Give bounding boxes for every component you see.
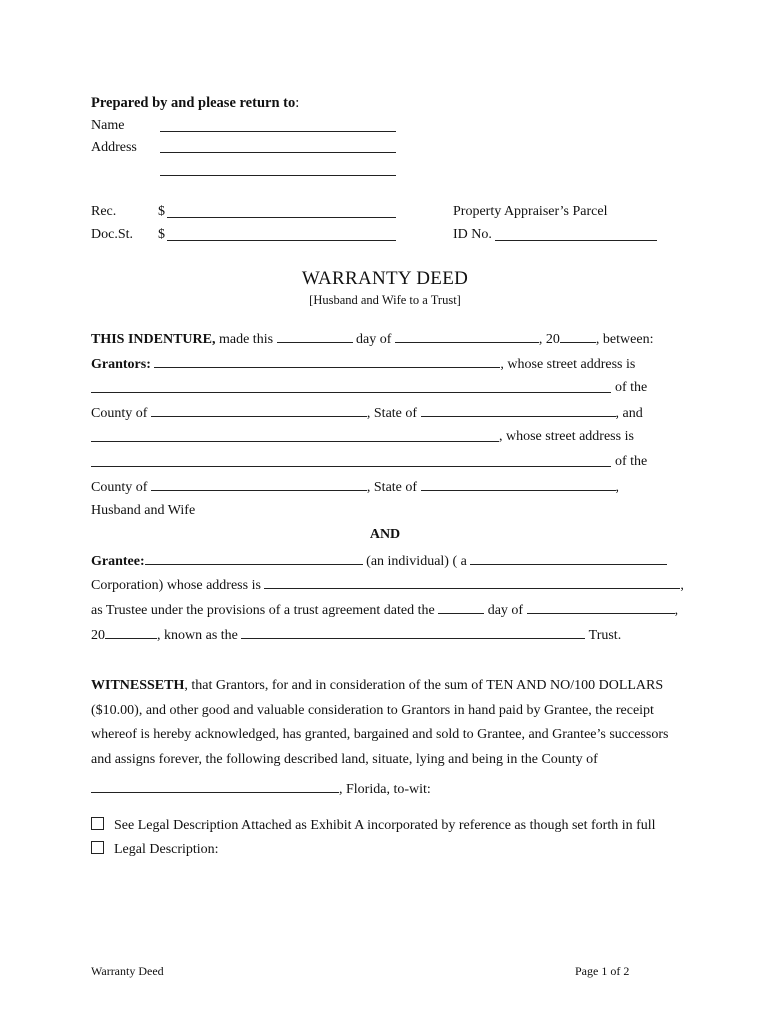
- document-title: WARRANTY DEED: [301, 268, 469, 289]
- parcel-label: Property Appraiser’s Parcel: [453, 204, 608, 219]
- indenture-month-field[interactable]: [395, 330, 539, 343]
- whose-street-text: , whose street address is: [500, 357, 636, 372]
- exhibit-checkbox[interactable]: [91, 817, 104, 830]
- indenture-line: [91, 330, 653, 348]
- witnesseth-line-1: [91, 678, 663, 694]
- comma-text-2: ,: [680, 578, 684, 593]
- made-this-text: made this: [218, 332, 274, 347]
- county-field[interactable]: [91, 780, 339, 793]
- parcel-id-label: ID No.: [453, 227, 492, 242]
- witnesseth-line-4: and assigns forever, the following described land, situate, lying and being in the County of: [91, 752, 598, 767]
- state-of-label: , State of: [366, 406, 418, 421]
- state-of-label-2: , State of: [366, 480, 418, 495]
- trust-name-field[interactable]: [241, 626, 585, 639]
- day-of-text-2: day of: [487, 603, 524, 618]
- rec-amount-field[interactable]: [167, 217, 396, 218]
- grantee-name-field[interactable]: [145, 552, 363, 565]
- prepared-by-colon: :: [295, 95, 300, 111]
- trust-year-field[interactable]: [105, 626, 157, 639]
- of-the-text: of the: [615, 380, 648, 395]
- county-line-1: [91, 404, 643, 422]
- grantee-corporation-field[interactable]: [470, 552, 667, 565]
- an-individual-text: (an individual) ( a: [366, 554, 467, 569]
- grantee-label: Grantee:: [91, 554, 145, 569]
- indenture-label: THIS INDENTURE,: [91, 332, 216, 347]
- rec-label: Rec.: [91, 204, 117, 219]
- florida-line: [91, 780, 431, 798]
- prepared-by-heading: [91, 95, 299, 111]
- grantor-1-county-field[interactable]: [151, 404, 367, 417]
- county-line-2: [91, 478, 619, 496]
- trustee-line: [91, 601, 678, 619]
- name-label: Name: [91, 118, 125, 133]
- indenture-year-field[interactable]: [560, 330, 596, 343]
- indenture-day-field[interactable]: [277, 330, 353, 343]
- address-field-line-2[interactable]: [160, 175, 396, 176]
- legal-description-label: Legal Description:: [114, 842, 219, 857]
- address-field-line-1[interactable]: [160, 152, 396, 153]
- prepared-by-label: Prepared by and please return to: [91, 95, 296, 111]
- docst-dollar-sign: $: [158, 227, 165, 242]
- whose-street-text-2: , whose street address is: [499, 429, 634, 444]
- trust-text: Trust.: [588, 628, 622, 643]
- husband-wife-text: Husband and Wife: [91, 503, 196, 518]
- corporation-line: [91, 576, 684, 594]
- grantor-1-state-field[interactable]: [421, 404, 616, 417]
- document-subtitle: [Husband and Wife to a Trust]: [309, 293, 461, 307]
- address-label: Address: [91, 140, 137, 155]
- day-of-text: day of: [356, 332, 392, 347]
- parcel-id-field[interactable]: [495, 240, 657, 241]
- and-heading: AND: [369, 527, 401, 542]
- comma-text-3: ,: [674, 603, 679, 618]
- year-prefix-text: 20: [91, 628, 105, 643]
- docst-amount-field[interactable]: [167, 240, 396, 241]
- trust-day-field[interactable]: [438, 601, 484, 614]
- as-trustee-text: as Trustee under the provisions of a trust agreement dated the: [91, 603, 435, 618]
- and-text: , and: [615, 406, 643, 421]
- county-of-label-2: County of: [91, 480, 148, 495]
- known-as-line: [91, 626, 621, 644]
- known-as-text: , known as the: [157, 628, 238, 643]
- comma-text: ,: [615, 480, 620, 495]
- footer-document-name: Warranty Deed: [91, 964, 164, 978]
- legal-description-option: [91, 841, 219, 858]
- between-text: , between:: [595, 332, 654, 347]
- grantor-2-county-field[interactable]: [151, 478, 367, 491]
- county-of-label: County of: [91, 406, 148, 421]
- trust-month-field[interactable]: [527, 601, 675, 614]
- rec-dollar-sign: $: [158, 204, 165, 219]
- corporation-text: Corporation) whose address is: [91, 578, 261, 593]
- grantors-line: [91, 355, 635, 373]
- grantor-2-name-field[interactable]: [91, 441, 499, 442]
- grantee-address-field[interactable]: [264, 576, 680, 589]
- grantor-2-state-field[interactable]: [421, 478, 616, 491]
- docst-label: Doc.St.: [91, 227, 133, 242]
- grantor-1-name-field[interactable]: [154, 355, 500, 368]
- exhibit-option-label: See Legal Description Attached as Exhibit A incorporated by reference as though set forth in full: [114, 818, 656, 833]
- of-the-text-2: of the: [615, 454, 648, 469]
- grantee-line: [91, 552, 667, 570]
- witnesseth-line-3: whereof is hereby acknowledged, has granted, bargained and sold to Grantee, and Grantee’s successors: [91, 727, 669, 742]
- footer-page-number: Page 1 of 2: [575, 964, 630, 978]
- legal-description-checkbox[interactable]: [91, 841, 104, 854]
- comma-20-text: , 20: [538, 332, 560, 347]
- florida-text: , Florida, to-wit:: [339, 782, 431, 797]
- witnesseth-label: WITNESSETH: [91, 678, 185, 693]
- grantor-2-address-field[interactable]: [91, 466, 611, 467]
- grantors-label: Grantors:: [91, 357, 151, 372]
- grantor-1-address-field[interactable]: [91, 392, 611, 393]
- witnesseth-text-1: , that Grantors, for and in consideration of the sum of TEN AND NO/100 DOLLARS: [184, 678, 664, 693]
- witnesseth-line-2: ($10.00), and other good and valuable consideration to Grantors in hand paid by Grantee, the receipt: [91, 703, 654, 718]
- name-field[interactable]: [160, 131, 396, 132]
- exhibit-option: [91, 817, 656, 834]
